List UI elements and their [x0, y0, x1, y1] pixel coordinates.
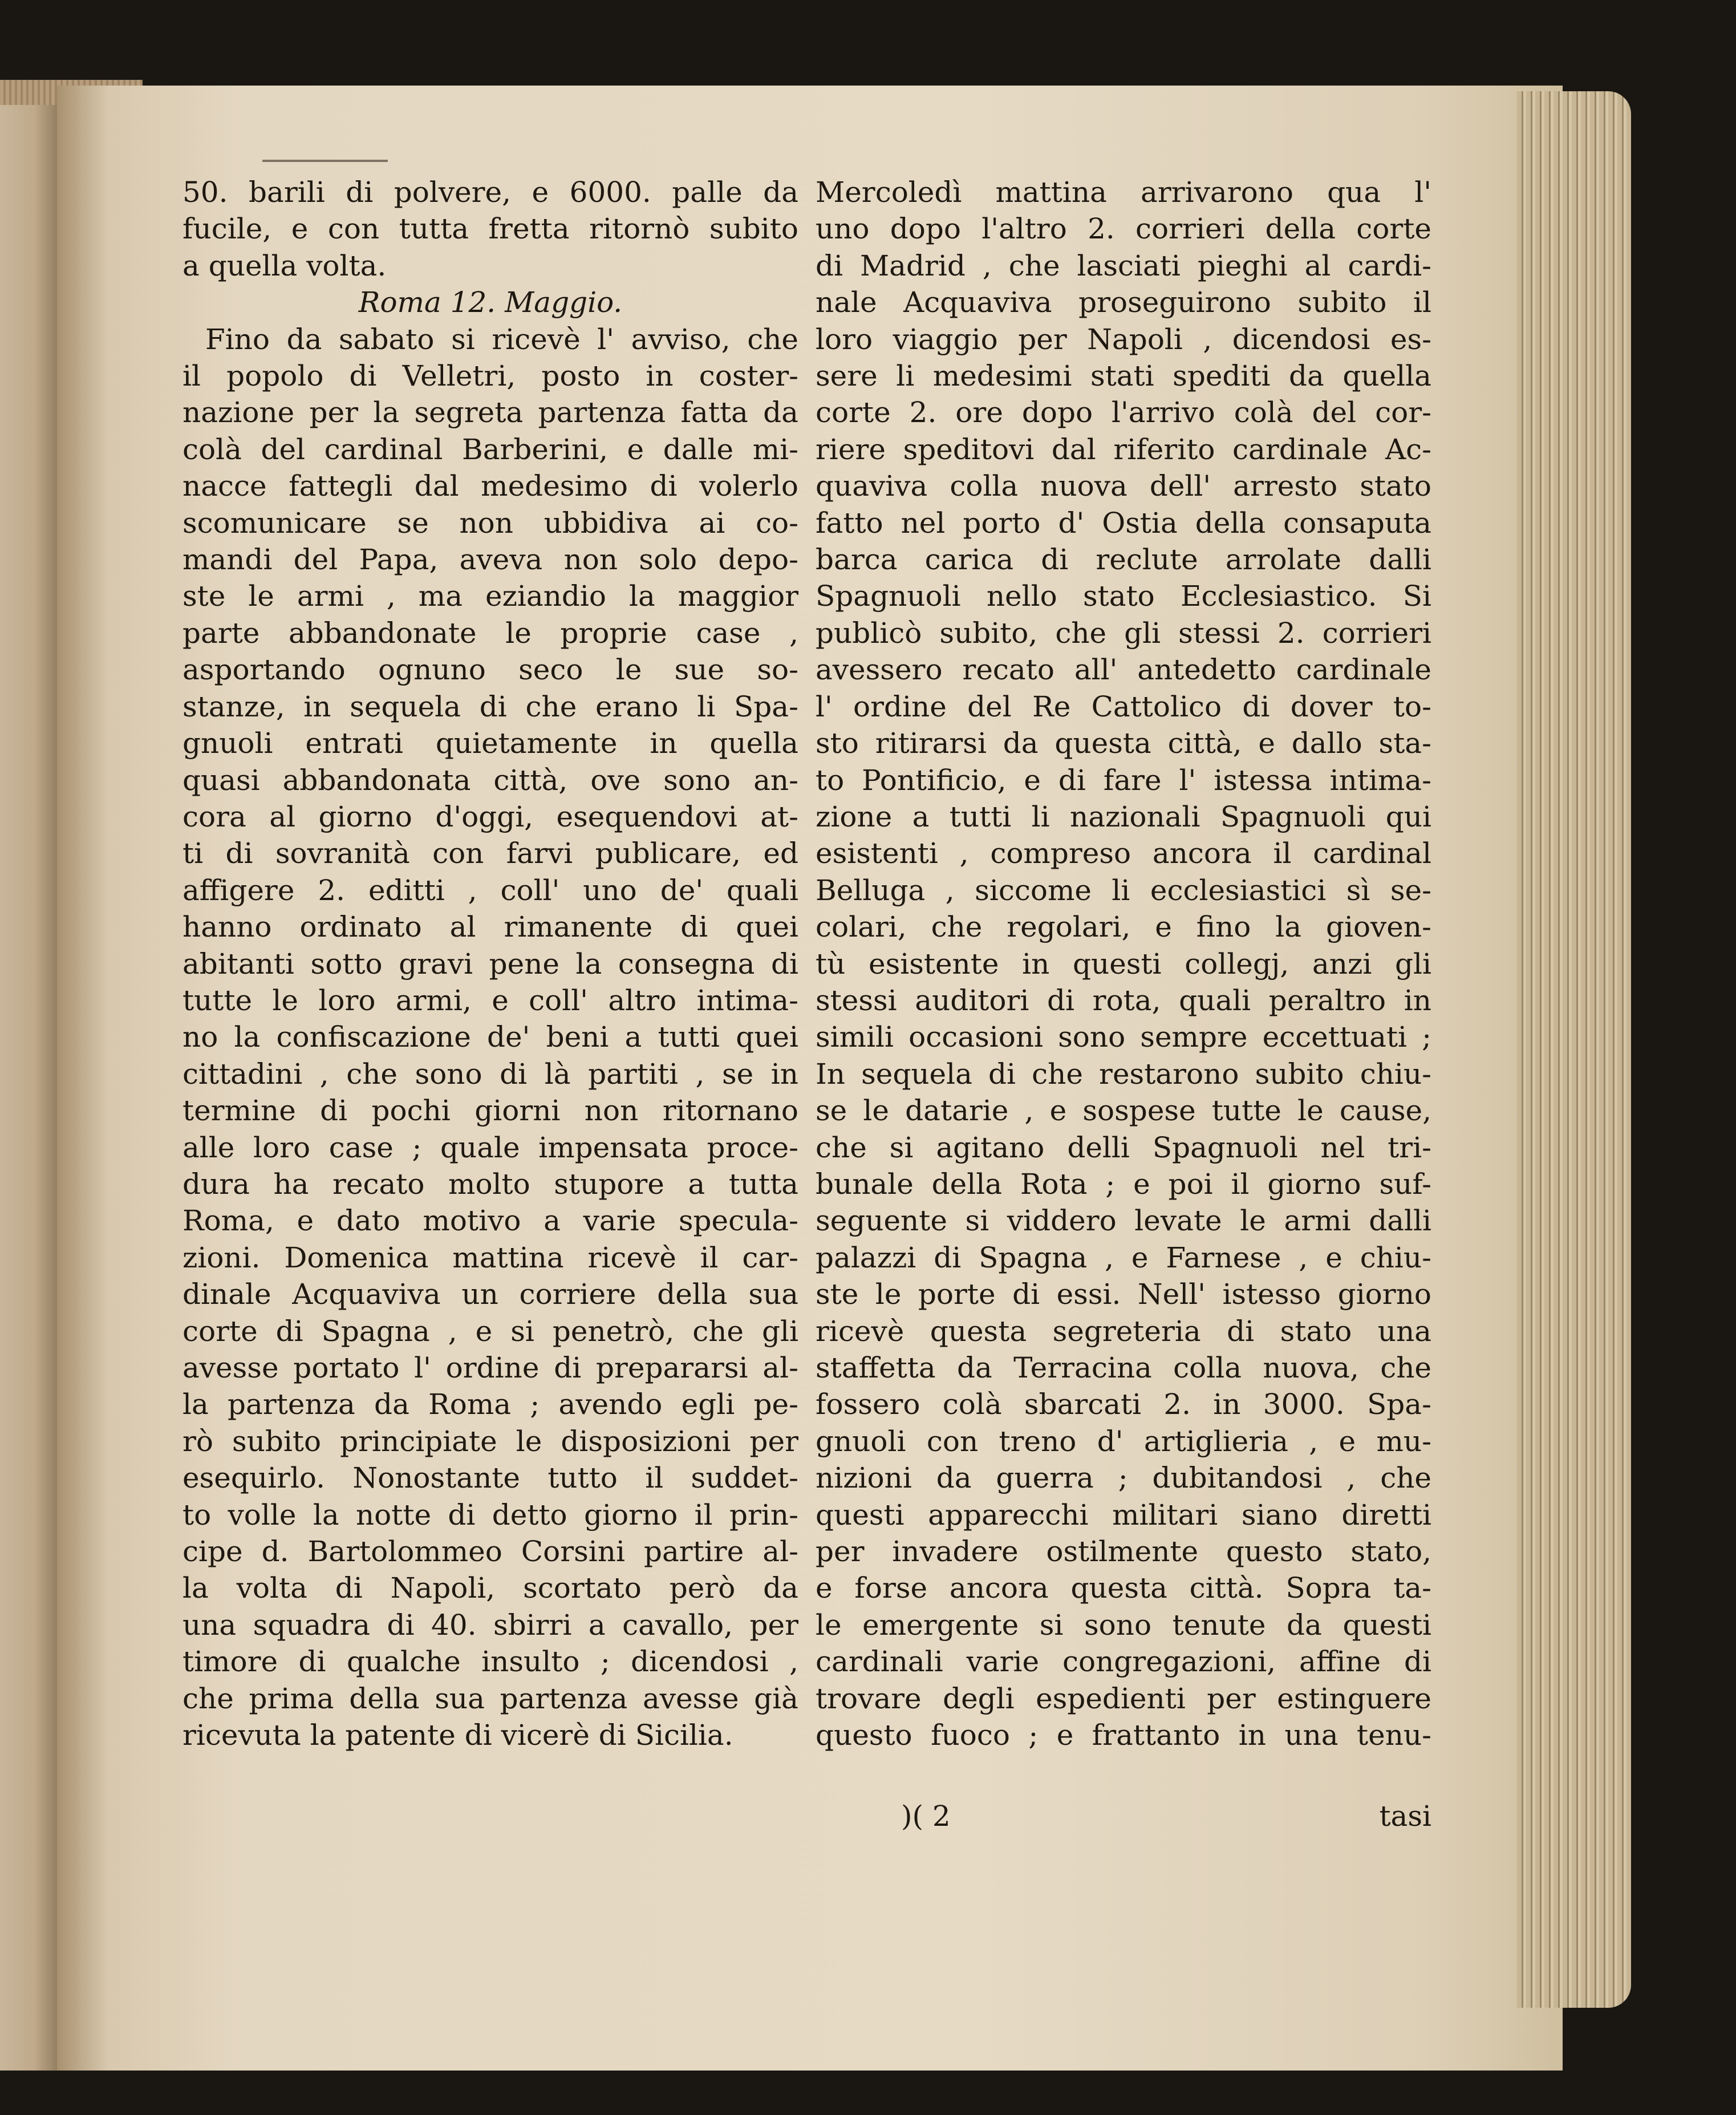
text-line: fatto nel porto d' Ostia della consaputa [816, 506, 1431, 540]
text-line: questi apparecchi militari siano diretti [816, 1498, 1431, 1531]
text-line: quaviva colla nuova dell' arresto stato [816, 469, 1431, 503]
text-line: simili occasioni sono sempre eccettuati ; [816, 1020, 1431, 1054]
text-line: riere speditovi dal riferito cardinale Ac- [816, 432, 1431, 466]
text-line: zione a tutti li nazionali Spagnuoli qui [816, 800, 1431, 833]
text-line: stanze, in sequela di che erano li Spa- [182, 690, 798, 723]
text-line: ste le porte di essi. Nell' istesso giorno [816, 1278, 1431, 1311]
text-line: dura ha recato molto stupore a tutta [182, 1167, 798, 1201]
text-line: Fino da sabato si ricevè l' avviso, che [205, 322, 798, 356]
text-line: colà del cardinal Barberini, e dalle mi- [182, 432, 798, 466]
text-line: dinale Acquaviva un corriere della sua [182, 1278, 798, 1311]
text-line: palazzi di Spagna , e Farnese , e chiu- [816, 1241, 1431, 1274]
text-line: questo fuoco ; e frattanto in una tenu- [816, 1719, 1431, 1752]
text-line: l' ordine del Re Cattolico di dover to- [816, 690, 1431, 723]
page-footer [816, 1800, 1431, 1840]
text-line: 50. barili di polvere, e 6000. palle da [182, 176, 798, 209]
right-text-column [816, 174, 1431, 1753]
text-line: no la confiscazione de' beni a tutti quei [182, 1020, 798, 1054]
text-line: zioni. Domenica mattina ricevè il car- [182, 1241, 798, 1274]
text-line: fucile, e con tutta fretta ritornò subito [182, 212, 798, 246]
text-line: ricevuta la patente di vicerè di Sicilia. [182, 1719, 733, 1752]
text-line: corte 2. ore dopo l'arrivo colà del cor- [816, 396, 1431, 430]
text-line: timore di qualche insulto ; dicendosi , [182, 1645, 798, 1679]
text-line: Spagnuoli nello stato Ecclesiastico. Si [816, 580, 1431, 613]
text-line: avessero recato all' antedetto cardinale [816, 653, 1431, 687]
text-line: quasi abbandonata città, ove sono an- [182, 763, 798, 797]
text-line: ste le armi , ma eziandio la maggior [182, 580, 798, 613]
text-line: In sequela di che restarono subito chiu- [816, 1057, 1431, 1091]
left-text-column [182, 174, 798, 1753]
text-line: trovare degli espedienti per estinguere [816, 1682, 1431, 1715]
text-line: parte abbandonate le proprie case , [182, 616, 798, 650]
text-line: sto ritirarsi da questa città, e dallo sta- [816, 727, 1431, 760]
text-line: scomunicare se non ubbidiva ai co- [182, 506, 798, 540]
text-line: corte di Spagna , e si penetrò, che gli [182, 1314, 798, 1348]
text-line: sere li medesimi stati spediti da quella [816, 359, 1431, 393]
text-line: fossero colà sbarcati 2. in 3000. Spa- [816, 1388, 1431, 1421]
text-line: stessi auditori di rota, quali peraltro in [816, 983, 1431, 1017]
text-line: mandi del Papa, aveva non solo depo- [182, 543, 798, 577]
signature-mark: )( 2 [901, 1800, 951, 1833]
text-line: esistenti , compreso ancora il cardinal [816, 837, 1431, 870]
text-line: una squadra di 40. sbirri a cavallo, per [182, 1608, 798, 1642]
text-line: colari, che regolari, e fino la gioven- [816, 910, 1431, 944]
text-line: cittadini , che sono di là partiti , se in [182, 1057, 798, 1091]
text-line: il popolo di Velletri, posto in coster- [182, 359, 798, 393]
text-line: staffetta da Terracina colla nuova, che [816, 1351, 1431, 1384]
text-line: nacce fattegli dal medesimo di volerlo [182, 469, 798, 503]
text-line: publicò subito, che gli stessi 2. corrieri [816, 616, 1431, 650]
text-line: alle loro case ; quale impensata proce- [182, 1131, 798, 1164]
text-line: tutte le loro armi, e coll' altro intima- [182, 983, 798, 1017]
text-line: uno dopo l'altro 2. corrieri della corte [816, 212, 1431, 246]
text-line: avesse portato l' ordine di prepararsi al- [182, 1351, 798, 1384]
text-line: se le datarie , e sospese tutte le cause, [816, 1094, 1431, 1128]
text-line: esequirlo. Nonostante tutto il suddet- [182, 1461, 798, 1495]
text-line: bunale della Rota ; e poi il giorno suf- [816, 1167, 1431, 1201]
text-line: nazione per la segreta partenza fatta da [182, 396, 798, 430]
text-line: Roma, e dato motivo a varie specula- [182, 1204, 798, 1238]
text-line: e forse ancora questa città. Sopra ta- [816, 1571, 1431, 1605]
text-line: barca carica di reclute arrolate dalli [816, 543, 1431, 577]
text-line: le emergente si sono tenute da questi [816, 1608, 1431, 1642]
text-line: affigere 2. editti , coll' uno de' quali [182, 873, 798, 907]
text-line: cipe d. Bartolommeo Corsini partire al- [182, 1535, 798, 1569]
text-line: to volle la notte di detto giorno il prin- [182, 1498, 798, 1531]
text-line: seguente si viddero levate le armi dalli [816, 1204, 1431, 1238]
text-line: loro viaggio per Napoli , dicendosi es- [816, 322, 1431, 356]
text-line: ti di sovranità con farvi publicare, ed [182, 837, 798, 870]
text-line: abitanti sotto gravi pene la consegna di [182, 947, 798, 980]
text-line: che si agitano delli Spagnuoli nel tri- [816, 1131, 1431, 1164]
page-edges [1517, 91, 1631, 2008]
text-line: la volta di Napoli, scortato però da [182, 1571, 798, 1605]
text-line: ricevè questa segreteria di stato una [816, 1314, 1431, 1348]
text-line: la partenza da Roma ; avendo egli pe- [182, 1388, 798, 1421]
text-line: a quella volta. [182, 249, 387, 282]
text-line: Roma 12. Maggio. [358, 286, 623, 319]
text-line: Mercoledì mattina arrivarono qua l' [816, 176, 1431, 209]
text-line: per invadere ostilmente questo stato, [816, 1535, 1431, 1569]
text-line: cardinali varie congregazioni, affine di [816, 1645, 1431, 1679]
text-line: asportando ognuno seco le sue so- [182, 653, 798, 687]
text-line: di Madrid , che lasciati pieghi al cardi- [816, 249, 1431, 282]
text-line: nale Acquaviva proseguirono subito il [816, 286, 1431, 319]
text-line: Belluga , siccome li ecclesiastici sì se- [816, 873, 1431, 907]
text-line: che prima della sua partenza avesse già [182, 1682, 798, 1715]
header-rule [262, 160, 388, 162]
text-line: gnuoli entrati quietamente in quella [182, 727, 798, 760]
text-line: cora al giorno d'oggi, esequendovi at- [182, 800, 798, 833]
text-line: termine di pochi giorni non ritornano [182, 1094, 798, 1128]
facing-page-edge [0, 86, 63, 2071]
text-line: gnuoli con treno d' artiglieria , e mu- [816, 1424, 1431, 1458]
text-line: to Pontificio, e di fare l' istessa intima- [816, 763, 1431, 797]
text-line: tù esistente in questi collegj, anzi gli [816, 947, 1431, 980]
text-line: rò subito principiate le disposizioni per [182, 1424, 798, 1458]
text-line: hanno ordinato al rimanente di quei [182, 910, 798, 944]
catchword: tasi [1379, 1800, 1431, 1833]
text-line: nizioni da guerra ; dubitandosi , che [816, 1461, 1431, 1495]
